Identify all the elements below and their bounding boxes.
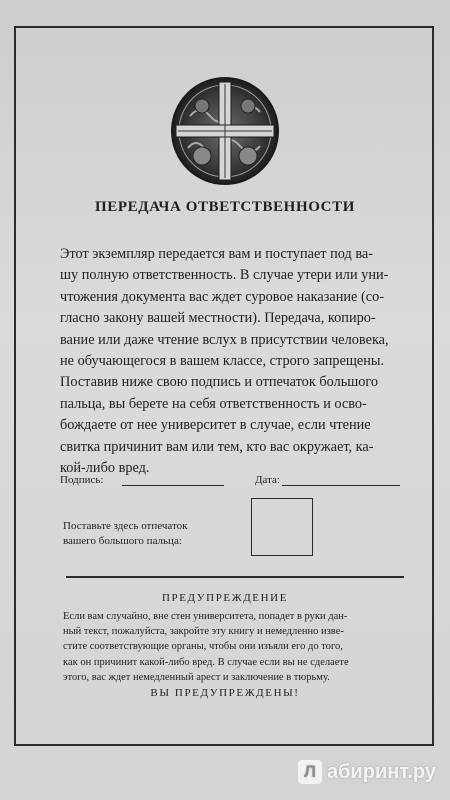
warning-title: ПРЕДУПРЕЖДЕНИЕ — [161, 592, 289, 604]
signature-row — [60, 470, 410, 494]
body-line: вание или даже чтение вслух в присутствии человека, — [60, 331, 389, 348]
warning-footer: ВЫ ПРЕДУПРЕЖДЕНЫ! — [150, 687, 300, 699]
thumbprint-label — [63, 519, 243, 549]
document-title: ПЕРЕДАЧА ОТВЕТСТВЕННОСТИ — [95, 199, 355, 215]
thumbprint-label-line: Поставьте здесь отпечаток — [63, 520, 188, 532]
date-label: Дата: — [255, 474, 280, 486]
warning-line: как он причинит какой-либо вред. В случае если вы не сделаете — [63, 656, 349, 668]
warning-text — [63, 609, 403, 685]
body-line: свитка причинит вам или тем, кто вас окружает, ка- — [60, 438, 374, 455]
responsibility-text — [60, 244, 405, 479]
signature-line — [122, 485, 224, 486]
body-line: не обучающегося в вашем классе, строго запрещены. — [60, 353, 385, 370]
section-divider — [66, 576, 404, 578]
warning-line: ный текст, пожалуйста, закройте эту книгу и немедленно изве- — [63, 626, 344, 638]
body-line: кой-либо вред. — [60, 460, 150, 477]
watermark-text: абиринт.ру — [326, 760, 436, 783]
body-line: шу полную ответственность. В случае утери или уни- — [60, 267, 389, 284]
body-line: бождаете от нее университет в случае, если чтение — [60, 417, 371, 434]
warning-line: стите соответствующие органы, чтобы они изъяли его до того, — [63, 641, 343, 653]
body-line: Этот экземпляр передается вам и поступает под ва- — [60, 246, 374, 262]
labirint-watermark — [298, 760, 436, 784]
body-line: Поставив ниже свою подпись и отпечаток большого — [60, 374, 379, 391]
body-line: чтожения документа вас ждет суровое наказание (со- — [60, 288, 384, 305]
date-line — [282, 485, 400, 486]
labirint-logo-icon: Л — [298, 760, 322, 784]
warning-line: Если вам случайно, вне стен университета, попадет в руки дан- — [63, 611, 348, 622]
warning-line: этого, вас ждет немедленный арест и заключение в тюрьму. — [63, 671, 330, 683]
thumbprint-box — [251, 498, 313, 556]
body-line: пальца, вы берете на себя ответственность и осво- — [60, 395, 367, 412]
signature-label: Подпись: — [60, 474, 104, 486]
university-seal-emblem — [170, 76, 280, 186]
body-line: гласно закону вашей местности). Передача, копиро- — [60, 310, 376, 327]
thumbprint-label-line: вашего большого пальца: — [63, 535, 182, 547]
